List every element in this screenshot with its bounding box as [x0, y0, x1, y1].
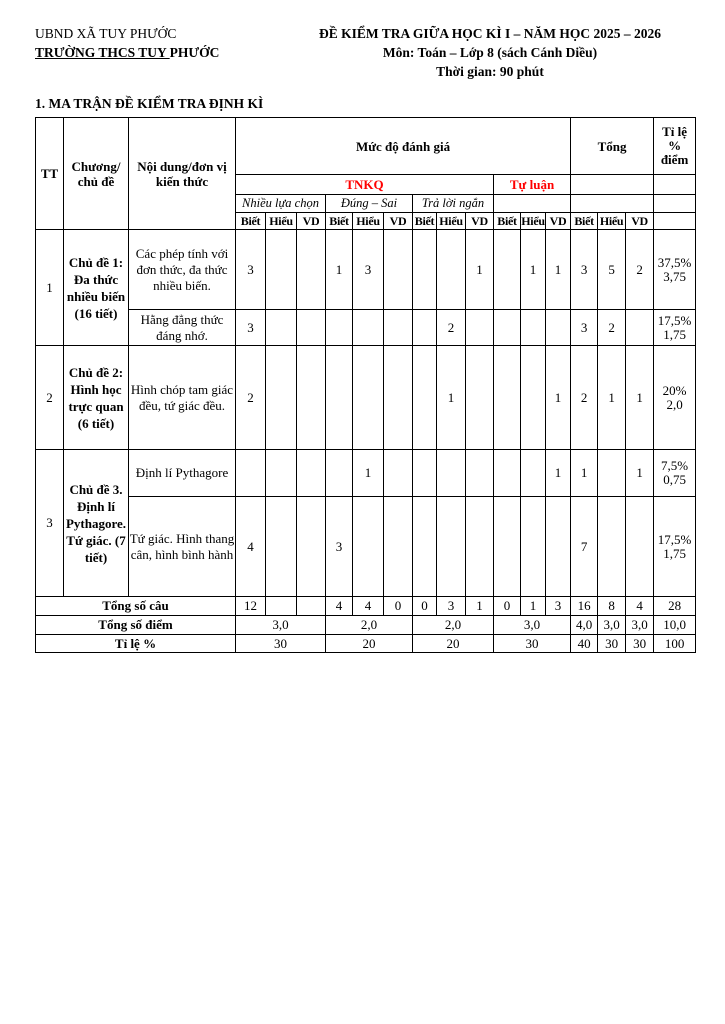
percent-value: 37,5% — [657, 254, 692, 270]
count-cell: 1 — [546, 450, 571, 497]
ratio-group-cell: 30 — [494, 635, 571, 653]
count-cell — [494, 310, 521, 346]
count-cell — [494, 497, 521, 597]
percent-value: 17,5% — [657, 312, 692, 328]
count-cell: 1 — [521, 230, 546, 310]
issuer-block — [35, 24, 219, 62]
chapter-header: Chương/ chủ đề — [64, 118, 129, 230]
level-header: Hiểu — [437, 213, 466, 230]
count-cell: 4 — [353, 597, 384, 616]
empty-cell — [571, 195, 654, 213]
count-cell: 2 — [236, 346, 266, 450]
count-cell: 8 — [598, 597, 626, 616]
count-cell — [266, 497, 297, 597]
count-cell: 3 — [353, 230, 384, 310]
count-cell — [297, 310, 326, 346]
level-header: VD — [466, 213, 494, 230]
count-cell: 1 — [466, 230, 494, 310]
count-cell — [384, 230, 413, 310]
count-cell — [297, 497, 326, 597]
totals-ratio-label: Tỉ lệ % — [36, 635, 236, 653]
count-cell — [437, 497, 466, 597]
count-cell: 1 — [437, 346, 466, 450]
chapter-cell: Chủ đề 3. Định lí Pythagore. Tứ giác. (7 tiết) — [64, 450, 129, 597]
count-cell: 1 — [626, 450, 654, 497]
count-cell — [466, 346, 494, 450]
count-cell — [626, 497, 654, 597]
count-cell — [494, 230, 521, 310]
school-name-underlined: TRƯỜNG THCS TUY — [35, 45, 170, 60]
level-header: VD — [546, 213, 571, 230]
matrix-table — [35, 117, 696, 653]
points-value: 2,0 — [666, 396, 683, 412]
content-cell: Hình chóp tam giác đều, tứ giác đều. — [129, 346, 236, 450]
tnkq-header: TNKQ — [236, 175, 494, 195]
totals-points-row — [36, 616, 696, 635]
count-cell — [326, 346, 353, 450]
points-group-cell: 2,0 — [413, 616, 494, 635]
table-row — [36, 310, 696, 346]
count-cell — [297, 346, 326, 450]
ratio-total-cell: 30 — [626, 635, 654, 653]
points-total-cell: 3,0 — [598, 616, 626, 635]
subgroup-true-false: Đúng – Sai — [326, 195, 413, 213]
count-cell — [326, 450, 353, 497]
percent-value: 20% — [662, 382, 687, 398]
school-name-rest: PHƯỚC — [169, 45, 220, 60]
count-cell: 3 — [571, 310, 598, 346]
count-cell: 1 — [546, 346, 571, 450]
percent-header — [654, 118, 696, 175]
chapter-cell: Chủ đề 1: Đa thức nhiều biến (16 tiết) — [64, 230, 129, 346]
total-header: Tổng — [571, 118, 654, 175]
totals-questions-row — [36, 597, 696, 616]
assessment-header: Mức độ đánh giá — [236, 118, 571, 175]
count-cell — [236, 450, 266, 497]
exam-subject: Môn: Toán – Lớp 8 (sách Cánh Diều) — [382, 45, 598, 60]
count-cell — [266, 346, 297, 450]
chapter-cell: Chủ đề 2: Hình học trực quan (6 tiết) — [64, 346, 129, 450]
count-cell: 0 — [494, 597, 521, 616]
count-cell — [413, 346, 437, 450]
percent-cell — [654, 497, 696, 597]
table-row — [36, 450, 696, 497]
count-cell: 1 — [571, 450, 598, 497]
count-cell: 3 — [236, 310, 266, 346]
table-row — [36, 346, 696, 450]
content-cell: Các phép tính với đơn thức, đa thức nhiều biến. — [129, 230, 236, 310]
count-cell — [466, 310, 494, 346]
exam-title: ĐỀ KIỂM TRA GIỮA HỌC KÌ I – NĂM HỌC 2025 – 2026 — [318, 26, 662, 41]
count-cell — [384, 310, 413, 346]
tt-cell: 1 — [36, 230, 64, 346]
count-cell: 1 — [598, 346, 626, 450]
table-row — [36, 497, 696, 597]
level-header: Biết — [494, 213, 521, 230]
count-cell — [521, 310, 546, 346]
count-cell — [466, 450, 494, 497]
level-header: Biết — [326, 213, 353, 230]
count-cell — [546, 497, 571, 597]
count-cell — [266, 597, 297, 616]
count-cell — [384, 497, 413, 597]
level-header: VD — [384, 213, 413, 230]
ratio-group-cell: 20 — [413, 635, 494, 653]
totals-ratio-row — [36, 635, 696, 653]
empty-cell — [654, 213, 696, 230]
points-value: 0,75 — [663, 472, 686, 487]
count-cell — [297, 230, 326, 310]
count-cell: 2 — [626, 230, 654, 310]
count-cell: 2 — [571, 346, 598, 450]
count-cell: 3 — [437, 597, 466, 616]
percent-header-line: điểm — [660, 152, 689, 167]
exam-title-block — [283, 24, 697, 81]
count-cell — [384, 346, 413, 450]
content-header: Nội dung/đơn vị kiến thức — [129, 118, 236, 230]
count-cell — [437, 230, 466, 310]
points-total-cell: 4,0 — [571, 616, 598, 635]
ratio-group-cell: 20 — [326, 635, 413, 653]
issuer-line: UBND XÃ TUY PHƯỚC — [35, 26, 177, 41]
ratio-group-cell: 30 — [236, 635, 326, 653]
content-cell: Tứ giác. Hình thang cân, hình bình hành — [129, 497, 236, 597]
totals-points-label: Tổng số điểm — [36, 616, 236, 635]
level-header: Biết — [236, 213, 266, 230]
points-group-cell: 3,0 — [494, 616, 571, 635]
header-row-1 — [36, 118, 696, 175]
tt-cell: 2 — [36, 346, 64, 450]
points-total-cell: 3,0 — [626, 616, 654, 635]
table-row — [36, 230, 696, 310]
count-cell — [413, 310, 437, 346]
count-cell: 1 — [546, 230, 571, 310]
essay-header: Tự luận — [494, 175, 571, 195]
section-title: 1. MA TRẬN ĐỀ KIỂM TRA ĐỊNH KÌ — [35, 96, 264, 111]
content-cell: Hằng đẳng thức đáng nhớ. — [129, 310, 236, 346]
count-cell — [266, 310, 297, 346]
count-cell: 1 — [353, 450, 384, 497]
count-cell — [494, 346, 521, 450]
count-cell: 3 — [571, 230, 598, 310]
count-cell: 1 — [626, 346, 654, 450]
count-cell — [598, 497, 626, 597]
subgroup-short-answer: Trả lời ngắn — [413, 195, 494, 213]
points-value: 3,75 — [663, 268, 686, 284]
tt-header: TT — [36, 118, 64, 230]
count-cell: 2 — [437, 310, 466, 346]
count-cell: 1 — [326, 230, 353, 310]
count-cell — [266, 450, 297, 497]
points-value: 1,75 — [663, 326, 686, 342]
points-group-cell: 2,0 — [326, 616, 413, 635]
count-cell: 3 — [546, 597, 571, 616]
count-cell — [384, 450, 413, 497]
percent-header-line: % — [668, 138, 682, 153]
count-cell: 5 — [598, 230, 626, 310]
count-cell — [353, 346, 384, 450]
points-value: 1,75 — [663, 545, 686, 561]
count-cell: 0 — [413, 597, 437, 616]
level-header: VD — [297, 213, 326, 230]
points-group-cell: 3,0 — [236, 616, 326, 635]
count-cell: 1 — [466, 597, 494, 616]
count-cell: 4 — [236, 497, 266, 597]
total-questions-value: 28 — [654, 597, 696, 616]
count-cell: 4 — [626, 597, 654, 616]
count-cell: 16 — [571, 597, 598, 616]
level-header: Hiểu — [266, 213, 297, 230]
count-cell — [466, 497, 494, 597]
percent-header-line: Tỉ lệ — [662, 124, 688, 139]
level-header: VD — [626, 213, 654, 230]
ratio-grand-total: 100 — [654, 635, 696, 653]
count-cell: 7 — [571, 497, 598, 597]
level-header: Biết — [571, 213, 598, 230]
points-grand-total: 10,0 — [654, 616, 696, 635]
school-name — [35, 43, 219, 62]
level-header: Hiểu — [598, 213, 626, 230]
count-cell — [521, 450, 546, 497]
percent-cell — [654, 310, 696, 346]
percent-cell — [654, 230, 696, 310]
count-cell — [266, 230, 297, 310]
count-cell — [413, 497, 437, 597]
count-cell — [546, 310, 571, 346]
percent-value: 17,5% — [657, 531, 692, 547]
count-cell: 2 — [598, 310, 626, 346]
count-cell — [413, 450, 437, 497]
percent-cell — [654, 450, 696, 497]
ratio-total-cell: 30 — [598, 635, 626, 653]
count-cell — [326, 310, 353, 346]
empty-cell — [494, 195, 571, 213]
count-cell — [494, 450, 521, 497]
count-cell — [413, 230, 437, 310]
count-cell — [353, 497, 384, 597]
count-cell — [437, 450, 466, 497]
empty-cell — [654, 195, 696, 213]
count-cell — [598, 450, 626, 497]
count-cell — [521, 497, 546, 597]
count-cell: 4 — [326, 597, 353, 616]
count-cell — [297, 597, 326, 616]
count-cell — [297, 450, 326, 497]
empty-cell — [654, 175, 696, 195]
empty-cell — [571, 175, 654, 195]
totals-questions-label: Tổng số câu — [36, 597, 236, 616]
ratio-total-cell: 40 — [571, 635, 598, 653]
level-header: Biết — [413, 213, 437, 230]
count-cell: 12 — [236, 597, 266, 616]
exam-duration: Thời gian: 90 phút — [436, 64, 544, 79]
tt-cell: 3 — [36, 450, 64, 597]
count-cell — [353, 310, 384, 346]
level-header: Hiểu — [521, 213, 545, 228]
count-cell — [521, 346, 546, 450]
count-cell — [626, 310, 654, 346]
count-cell: 0 — [384, 597, 413, 616]
percent-cell — [654, 346, 696, 450]
percent-value: 7,5% — [661, 458, 689, 473]
subgroup-multiple-choice: Nhiều lựa chọn — [236, 195, 326, 213]
count-cell: 1 — [521, 597, 546, 616]
count-cell: 3 — [236, 230, 266, 310]
content-cell: Định lí Pythagore — [129, 450, 236, 497]
count-cell: 3 — [326, 497, 353, 597]
level-header: Hiểu — [353, 213, 384, 230]
